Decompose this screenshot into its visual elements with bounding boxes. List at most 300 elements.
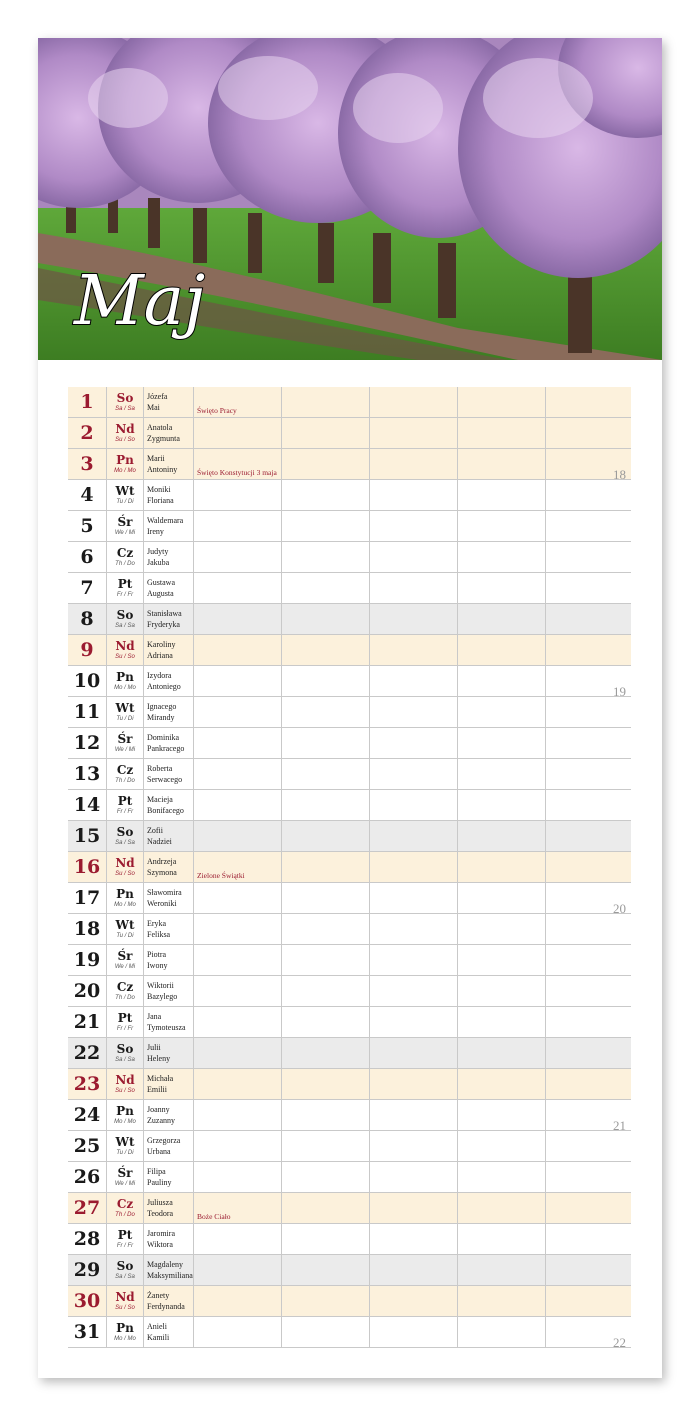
name-day: Pankracego [147,744,185,753]
entry-cell[interactable] [458,697,546,728]
entry-cell[interactable] [282,976,370,1007]
weekday-translation: Th / Do [115,1212,135,1218]
weekday-translation: Sa / Sa [115,1057,135,1063]
entry-cell[interactable] [370,821,458,852]
day-number: 17 [68,883,107,914]
weekday-cell [107,1007,144,1038]
name-day: Jana [147,1012,162,1021]
name-day: Floriana [147,496,174,505]
entry-cell[interactable] [458,852,546,883]
entry-cell[interactable] [546,697,633,728]
name-days [144,852,194,883]
week-number: 22 [613,1335,626,1350]
entry-cell[interactable] [546,1038,633,1069]
name-day: Wiktorii [147,981,174,990]
holiday-note [194,1038,282,1069]
entry-cell[interactable] [282,542,370,573]
entry-cell[interactable] [370,883,458,914]
name-day: Fryderyka [147,620,180,629]
entry-cell[interactable] [458,1193,546,1224]
entry-cell[interactable] [458,1007,546,1038]
entry-cell[interactable] [282,573,370,604]
entry-cell[interactable] [546,1224,633,1255]
entry-cell[interactable] [546,883,633,914]
weekday-translation: Tu / Di [116,1150,134,1156]
entry-cell[interactable] [458,1224,546,1255]
entry-cell[interactable] [458,542,546,573]
day-row [68,1131,631,1162]
entry-cell[interactable] [282,1224,370,1255]
entry-cell[interactable] [370,914,458,945]
entry-cell[interactable] [282,697,370,728]
day-row [68,1162,631,1193]
weekday-cell [107,1286,144,1317]
weekday-abbr: Śr [117,1166,133,1180]
weekday-abbr: So [116,608,134,622]
entry-cell[interactable] [458,1069,546,1100]
entry-cell[interactable] [546,387,633,418]
weekday-abbr: Pt [117,794,133,808]
weekday-abbr: So [116,391,134,405]
entry-cell[interactable] [458,1255,546,1286]
name-days [144,1317,194,1348]
entry-cell[interactable] [458,1162,546,1193]
name-day: Mai [147,403,160,412]
name-days [144,418,194,449]
holiday-note [194,790,282,821]
entry-cell[interactable] [370,449,458,480]
entry-cell[interactable] [282,1069,370,1100]
entry-cell[interactable] [458,1286,546,1317]
entry-cell[interactable] [370,1317,458,1348]
weekday-cell [107,1100,144,1131]
holiday-note [194,666,282,697]
holiday-note [194,635,282,666]
weekday-translation: Tu / Di [116,499,134,505]
entry-cell[interactable] [458,666,546,697]
entry-cell[interactable] [458,511,546,542]
holiday-note [194,1286,282,1317]
entry-cell[interactable] [370,852,458,883]
day-number: 19 [68,945,107,976]
name-day: Antoniego [147,682,181,691]
day-number: 8 [68,604,107,635]
day-row [68,1255,631,1286]
entry-cell[interactable] [546,1317,633,1348]
entry-cell[interactable] [458,883,546,914]
day-row [68,697,631,728]
name-day: Roberta [147,764,173,773]
weekday-abbr: Nd [115,1073,135,1087]
holiday-note [194,573,282,604]
name-day: Magdaleny [147,1260,183,1269]
entry-cell[interactable] [546,1162,633,1193]
entry-cell[interactable] [546,1131,633,1162]
weekday-cell [107,542,144,573]
entry-cell[interactable] [458,821,546,852]
entry-cell[interactable] [546,914,633,945]
name-day: Nadziei [147,837,172,846]
name-day: Anieli [147,1322,167,1331]
entry-cell[interactable] [282,759,370,790]
weekday-translation: Mo / Mo [114,685,136,691]
weekday-abbr: So [116,825,134,839]
weekday-cell [107,1193,144,1224]
entry-cell[interactable] [370,604,458,635]
day-row [68,1286,631,1317]
weekday-abbr: Pt [117,1011,133,1025]
name-days [144,1255,194,1286]
name-days [144,1193,194,1224]
entry-cell[interactable] [370,790,458,821]
weekday-abbr: Wt [115,1135,135,1149]
entry-cell[interactable] [282,418,370,449]
day-grid [68,387,631,1348]
month-title: Maj [74,262,206,341]
name-day: Mirandy [147,713,175,722]
entry-cell[interactable] [370,1069,458,1100]
entry-cell[interactable] [546,790,633,821]
weekday-translation: Mo / Mo [114,1119,136,1125]
entry-cell[interactable] [282,1317,370,1348]
entry-cell[interactable] [458,759,546,790]
weekday-translation: Sa / Sa [115,623,135,629]
name-day: Macieja [147,795,173,804]
weekday-abbr: Śr [117,949,133,963]
name-days [144,573,194,604]
entry-cell[interactable] [546,728,633,759]
holiday-note [194,418,282,449]
day-row [68,449,631,480]
entry-cell[interactable] [370,697,458,728]
entry-cell[interactable] [546,666,633,697]
weekday-abbr: Pt [117,577,133,591]
holiday-note [194,1131,282,1162]
entry-cell[interactable] [282,883,370,914]
entry-cell[interactable] [282,1038,370,1069]
name-days [144,914,194,945]
entry-cell[interactable] [370,511,458,542]
day-row [68,480,631,511]
name-day: Ireny [147,527,164,536]
weekday-abbr: Wt [115,701,135,715]
entry-cell[interactable] [282,1255,370,1286]
day-number: 29 [68,1255,107,1286]
weekday-translation: Sa / Sa [115,1274,135,1280]
entry-cell[interactable] [370,480,458,511]
day-number: 9 [68,635,107,666]
entry-cell[interactable] [282,387,370,418]
entry-cell[interactable] [282,852,370,883]
entry-cell[interactable] [546,1069,633,1100]
day-number: 23 [68,1069,107,1100]
weekday-abbr: Cz [116,980,134,994]
entry-cell[interactable] [282,914,370,945]
entry-cell[interactable] [546,542,633,573]
entry-cell[interactable] [370,1038,458,1069]
week-number: 20 [613,901,626,916]
entry-cell[interactable] [458,573,546,604]
entry-cell[interactable] [370,728,458,759]
entry-cell[interactable] [282,1131,370,1162]
entry-cell[interactable] [546,480,633,511]
entry-cell[interactable] [370,1193,458,1224]
holiday-note [194,821,282,852]
name-day: Zuzanny [147,1116,175,1125]
holiday-note: Święto Pracy [194,387,282,418]
weekday-cell [107,1069,144,1100]
name-day: Joanny [147,1105,170,1114]
day-number: 16 [68,852,107,883]
name-days [144,1224,194,1255]
weekday-translation: Su / So [115,437,135,443]
name-day: Michała [147,1074,174,1083]
name-days [144,1131,194,1162]
day-row [68,604,631,635]
day-row [68,1007,631,1038]
entry-cell[interactable] [546,821,633,852]
week-number: 21 [613,1118,626,1133]
entry-cell[interactable] [546,449,633,480]
entry-cell[interactable] [282,945,370,976]
entry-cell[interactable] [282,480,370,511]
entry-cell[interactable] [546,945,633,976]
entry-cell[interactable] [282,1286,370,1317]
entry-cell[interactable] [282,1162,370,1193]
day-row [68,1193,631,1224]
entry-cell[interactable] [458,1317,546,1348]
entry-cell[interactable] [458,1131,546,1162]
day-number: 21 [68,1007,107,1038]
weekday-translation: Sa / Sa [115,840,135,846]
weekday-cell [107,976,144,1007]
entry-cell[interactable] [458,976,546,1007]
weekday-abbr: Pn [116,453,134,467]
entry-cell[interactable] [282,1193,370,1224]
name-day: Gustawa [147,578,175,587]
weekday-abbr: Pn [116,1104,134,1118]
entry-cell[interactable] [282,511,370,542]
entry-cell[interactable] [546,573,633,604]
name-day: Kamili [147,1333,170,1342]
day-row [68,1069,631,1100]
entry-cell[interactable] [370,759,458,790]
entry-cell[interactable] [458,480,546,511]
weekday-cell [107,1255,144,1286]
name-day: Adriana [147,651,173,660]
name-day: Dominika [147,733,179,742]
day-number: 28 [68,1224,107,1255]
weekday-abbr: Śr [117,732,133,746]
name-day: Szymona [147,868,177,877]
holiday-note [194,1069,282,1100]
entry-cell[interactable] [546,418,633,449]
holiday-note [194,1255,282,1286]
weekday-translation: Mo / Mo [114,902,136,908]
entry-cell[interactable] [282,1007,370,1038]
weekday-abbr: Cz [116,546,134,560]
entry-cell[interactable] [458,728,546,759]
name-day: Wiktora [147,1240,173,1249]
entry-cell[interactable] [370,387,458,418]
holiday-note [194,1317,282,1348]
entry-cell[interactable] [546,976,633,1007]
entry-cell[interactable] [546,1255,633,1286]
name-day: Juliusza [147,1198,173,1207]
entry-cell[interactable] [370,1255,458,1286]
holiday-note [194,542,282,573]
entry-cell[interactable] [458,790,546,821]
weekday-abbr: Pn [116,1321,134,1335]
entry-cell[interactable] [370,1007,458,1038]
entry-cell[interactable] [370,418,458,449]
entry-cell[interactable] [546,1007,633,1038]
day-row [68,418,631,449]
weekday-cell [107,449,144,480]
weekday-cell [107,728,144,759]
entry-cell[interactable] [458,914,546,945]
weekday-translation: Th / Do [115,778,135,784]
day-number: 12 [68,728,107,759]
entry-cell[interactable] [282,635,370,666]
name-days [144,1162,194,1193]
entry-cell[interactable] [370,1131,458,1162]
day-number: 25 [68,1131,107,1162]
entry-cell[interactable] [370,542,458,573]
day-number: 26 [68,1162,107,1193]
name-days [144,945,194,976]
day-number: 15 [68,821,107,852]
weekday-cell [107,852,144,883]
day-row [68,1038,631,1069]
weekday-cell [107,821,144,852]
entry-cell[interactable] [282,1100,370,1131]
entry-cell[interactable] [370,976,458,1007]
entry-cell[interactable] [370,1224,458,1255]
day-number: 11 [68,697,107,728]
entry-cell[interactable] [458,945,546,976]
day-number: 18 [68,914,107,945]
entry-cell[interactable] [546,1100,633,1131]
entry-cell[interactable] [546,635,633,666]
weekday-cell [107,1162,144,1193]
holiday-note: Boże Ciało [194,1193,282,1224]
entry-cell[interactable] [458,1100,546,1131]
weekday-abbr: Pn [116,887,134,901]
week-number: 19 [613,684,626,699]
entry-cell[interactable] [370,666,458,697]
name-day: Marii [147,454,165,463]
name-days [144,1286,194,1317]
entry-cell[interactable] [370,635,458,666]
entry-cell[interactable] [458,449,546,480]
weekday-abbr: Pn [116,670,134,684]
name-days [144,387,194,418]
weekday-abbr: Śr [117,515,133,529]
day-row [68,759,631,790]
entry-cell[interactable] [546,852,633,883]
entry-cell[interactable] [282,604,370,635]
week-number: 18 [613,467,626,482]
entry-cell[interactable] [458,1038,546,1069]
weekday-translation: Sa / Sa [115,406,135,412]
day-number: 5 [68,511,107,542]
weekday-cell [107,387,144,418]
entry-cell[interactable] [282,666,370,697]
entry-cell[interactable] [458,635,546,666]
name-days [144,449,194,480]
weekday-cell [107,1131,144,1162]
name-day: Anatola [147,423,173,432]
day-row [68,573,631,604]
weekday-cell [107,635,144,666]
name-day: Jaromira [147,1229,175,1238]
entry-cell[interactable] [370,573,458,604]
day-row [68,821,631,852]
entry-cell[interactable] [282,449,370,480]
entry-cell[interactable] [458,418,546,449]
day-row [68,666,631,697]
weekday-translation: Fr / Fr [116,592,134,598]
entry-cell[interactable] [458,387,546,418]
entry-cell[interactable] [282,790,370,821]
day-number: 7 [68,573,107,604]
day-row [68,1224,631,1255]
weekday-translation: Tu / Di [116,716,134,722]
calendar-page [38,38,662,1378]
entry-cell[interactable] [370,945,458,976]
day-number: 2 [68,418,107,449]
name-day: Bazylego [147,992,178,1001]
weekday-translation: Mo / Mo [114,1336,136,1342]
entry-cell[interactable] [546,1193,633,1224]
weekday-cell [107,666,144,697]
weekday-translation: Su / So [115,1088,135,1094]
day-number: 1 [68,387,107,418]
name-day: Jakuba [147,558,170,567]
day-number: 3 [68,449,107,480]
entry-cell[interactable] [546,1286,633,1317]
entry-cell[interactable] [546,604,633,635]
day-row [68,852,631,883]
weekday-translation: Fr / Fr [116,1243,134,1249]
entry-cell[interactable] [370,1162,458,1193]
entry-cell[interactable] [458,604,546,635]
name-days [144,821,194,852]
day-row [68,790,631,821]
entry-cell[interactable] [546,759,633,790]
weekday-cell [107,511,144,542]
weekday-cell [107,914,144,945]
holiday-note [194,604,282,635]
entry-cell[interactable] [546,511,633,542]
name-day: Judyty [147,547,169,556]
weekday-cell [107,1317,144,1348]
name-day: Józefa [147,392,168,401]
name-day: Andrzeja [147,857,177,866]
entry-cell[interactable] [282,821,370,852]
weekday-translation: Th / Do [115,995,135,1001]
weekday-translation: We / Mi [114,1181,136,1187]
name-day: Julii [147,1043,161,1052]
weekday-translation: Su / So [115,654,135,660]
weekday-cell [107,759,144,790]
entry-cell[interactable] [370,1100,458,1131]
weekday-translation: Fr / Fr [116,1026,134,1032]
entry-cell[interactable] [370,1286,458,1317]
entry-cell[interactable] [282,728,370,759]
day-number: 13 [68,759,107,790]
